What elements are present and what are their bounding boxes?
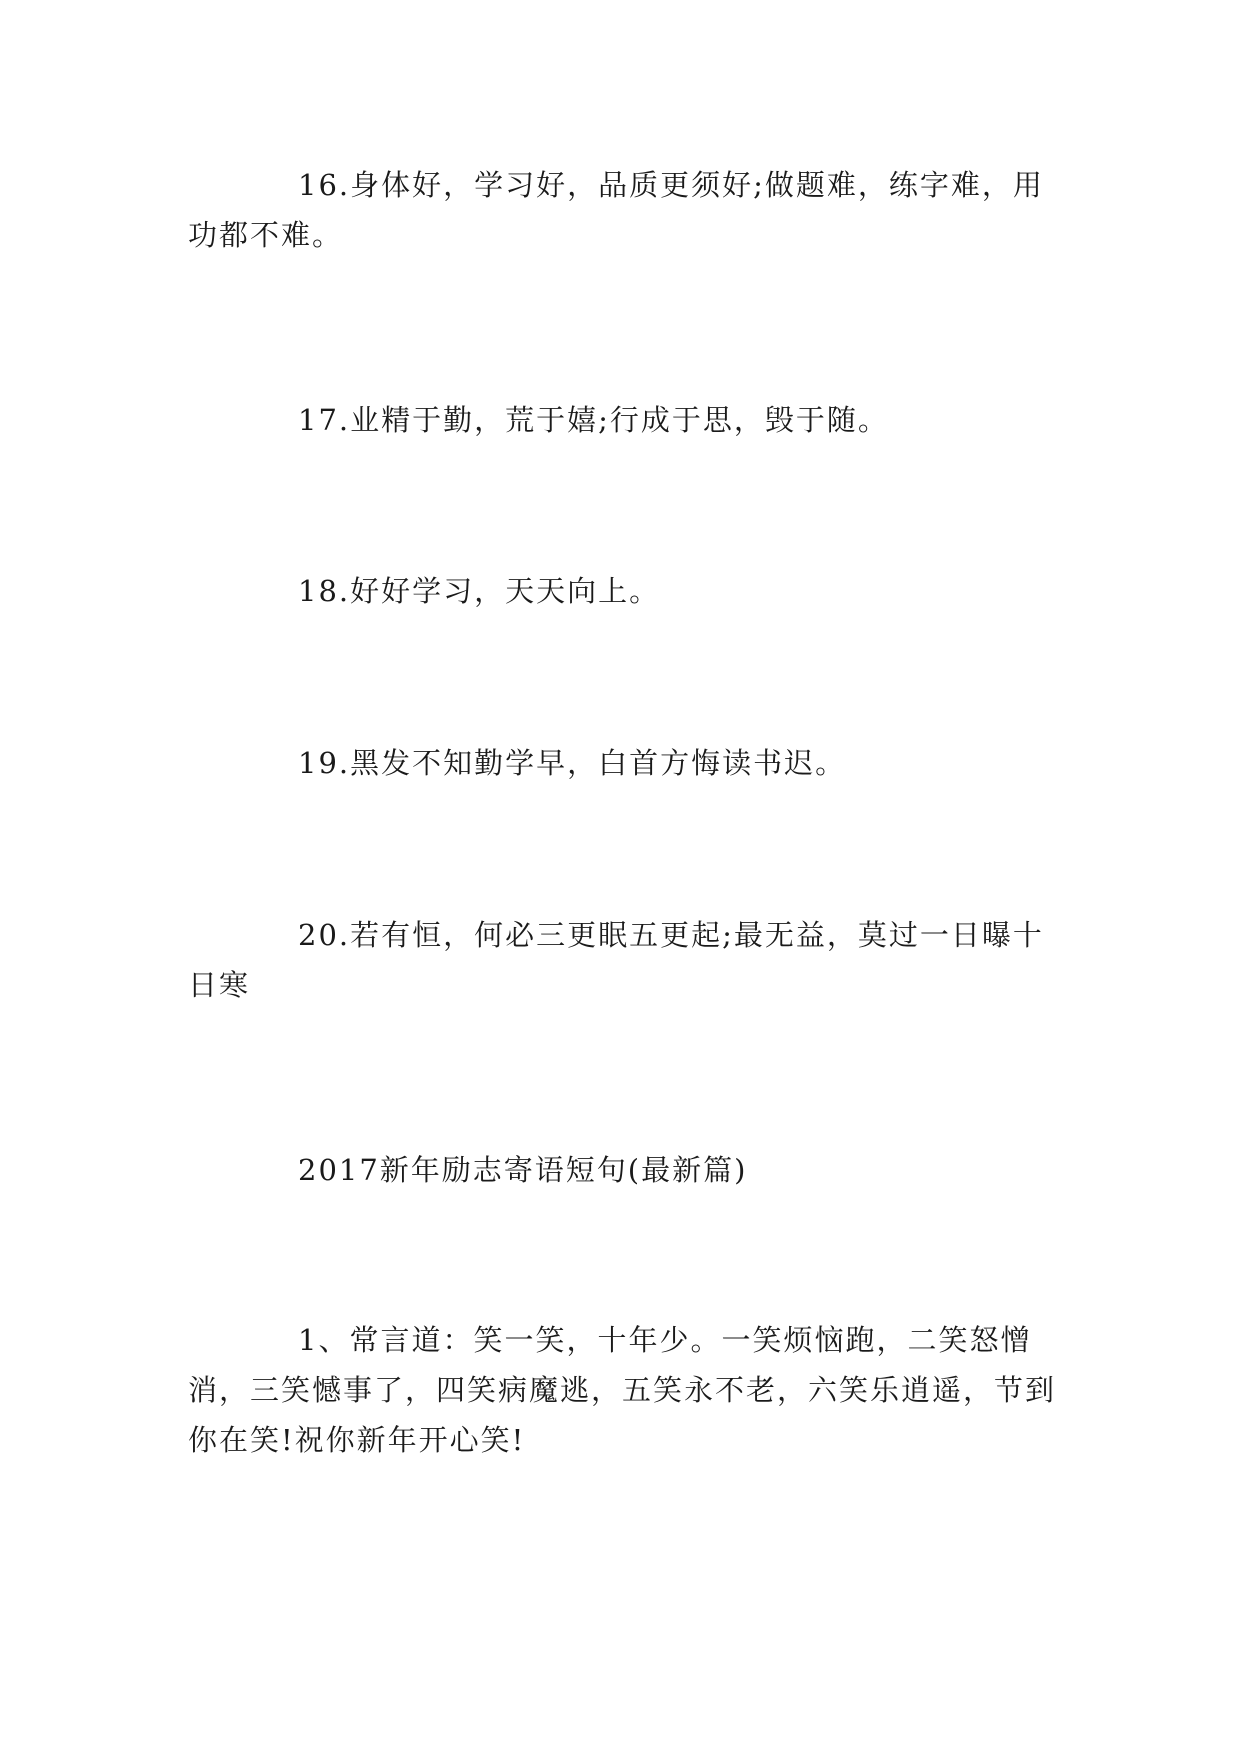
greeting-1: 1、常言道：笑一笑，十年少。一笑烦恼跑，二笑怒憎消，三笑憾事了，四笑病魔逃，五笑永不老，六笑乐逍遥，节到你在笑!祝你新年开心笑! xyxy=(188,1323,1057,1457)
quote-19: 19.黑发不知勤学早，白首方悔读书迟。 xyxy=(298,746,847,780)
quote-18: 18.好好学习，天天向上。 xyxy=(298,574,661,608)
quote-20: 20.若有恒，何必三更眠五更起;最无益，莫过一日曝十日寒 xyxy=(188,918,1044,1002)
quote-17: 17.业精于勤，荒于嬉;行成于思，毁于随。 xyxy=(298,403,889,437)
quote-16: 16.身体好，学习好，品质更须好;做题难，练字难，用功都不难。 xyxy=(188,168,1044,252)
section-title: 2017新年励志寄语短句(最新篇) xyxy=(298,1153,748,1187)
